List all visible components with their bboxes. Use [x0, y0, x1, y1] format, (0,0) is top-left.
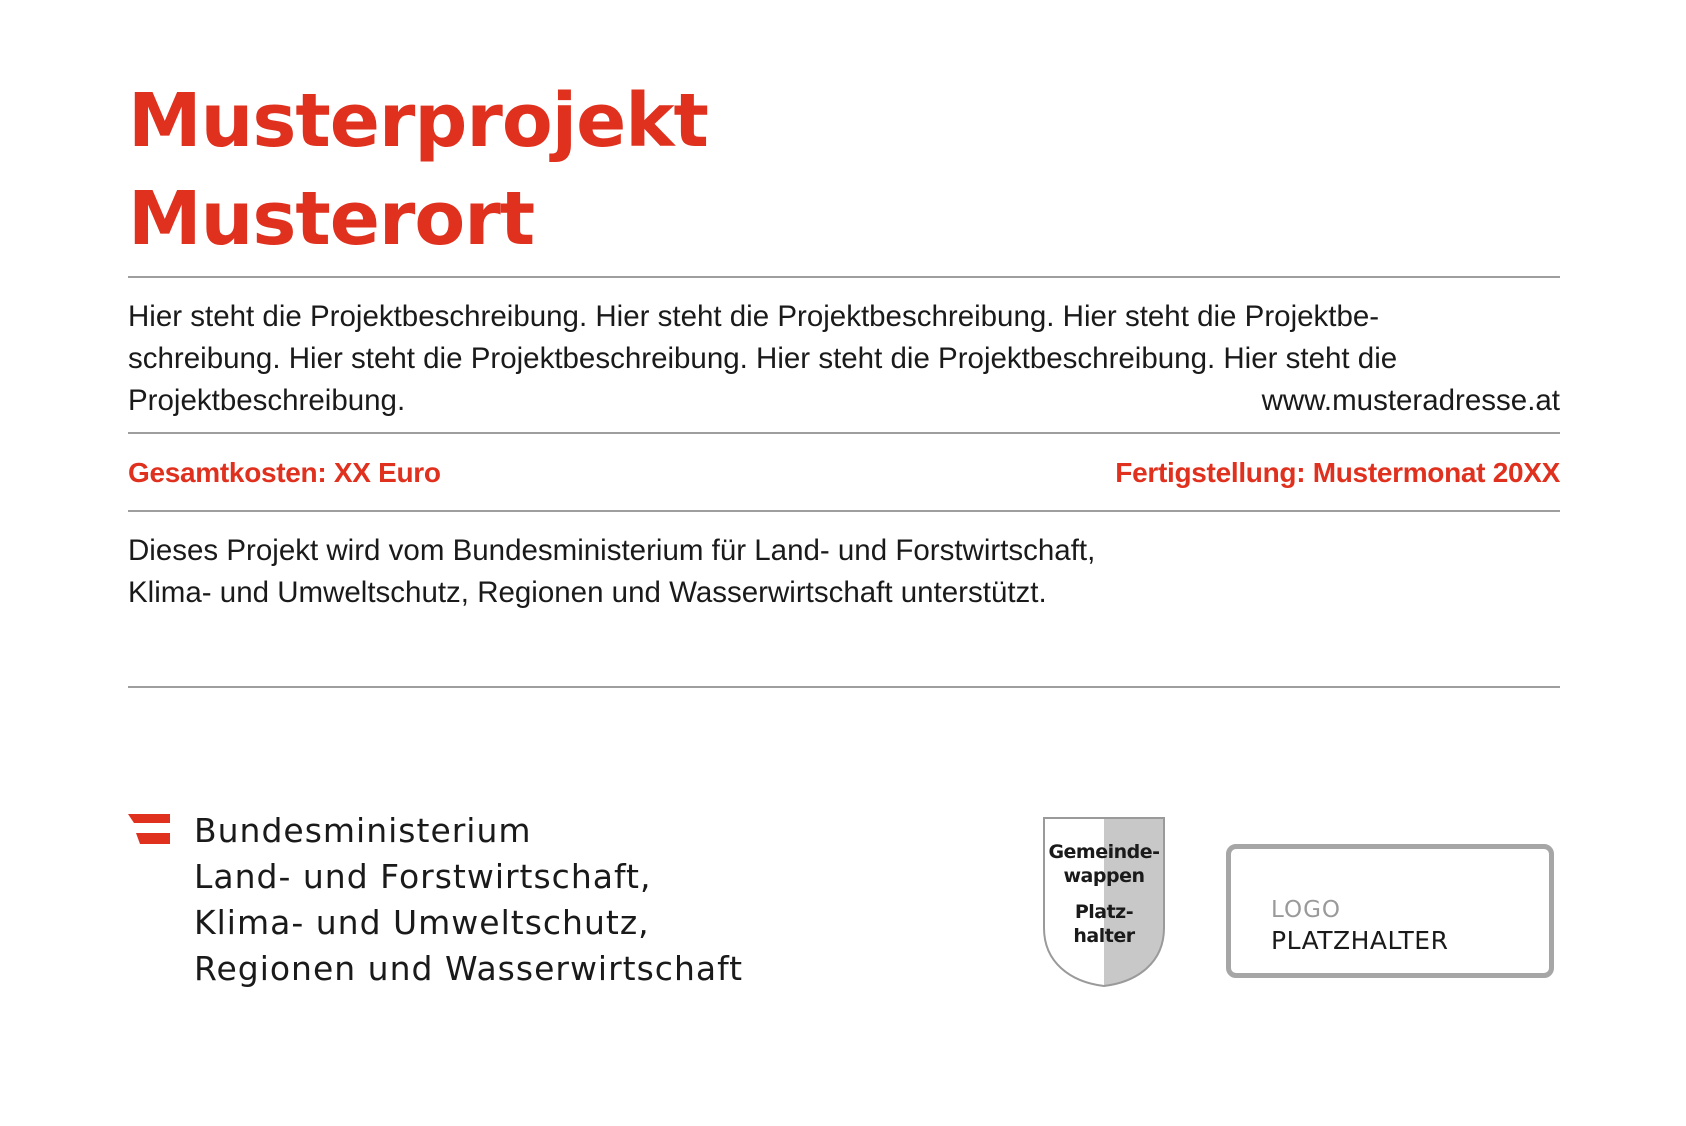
- divider-top: [128, 276, 1560, 278]
- project-title-line-2: Musterort: [128, 176, 535, 262]
- placeholder-label: PLATZHALTER: [1271, 926, 1449, 955]
- coat-of-arms-label-bottom: [1042, 900, 1166, 948]
- coat-of-arms-placeholder: [1042, 816, 1166, 988]
- ministry-line-4: Regionen und Wasserwirtschaft: [194, 949, 744, 988]
- logo-placeholder: [1226, 844, 1554, 978]
- divider-costs: [128, 510, 1560, 512]
- description-line-1: Hier steht die Projektbeschreibung. Hier steht die Projektbeschreibung. Hier steht die Projektbe-: [128, 300, 1380, 333]
- ministry-line-1: Bundesministerium: [194, 811, 532, 850]
- support-line-2: Klima- und Umweltschutz, Regionen und Wasserwirtschaft unterstützt.: [128, 576, 1047, 609]
- project-website-link[interactable]: www.musteradresse.at: [1261, 384, 1560, 417]
- divider-bottom: [128, 686, 1560, 688]
- ministry-line-3: Klima- und Umweltschutz,: [194, 903, 650, 942]
- austria-flag-icon: [128, 814, 170, 844]
- coat-of-arms-line-3: Platz-: [1074, 901, 1134, 923]
- description-line-3: Projektbeschreibung.: [128, 384, 406, 417]
- coat-of-arms-label-top: [1042, 840, 1166, 888]
- total-costs: Gesamtkosten: XX Euro: [128, 457, 441, 488]
- coat-of-arms-line-2: wappen: [1063, 865, 1145, 887]
- logo-label: LOGO: [1271, 897, 1342, 923]
- project-title-line-1: Musterprojekt: [128, 78, 708, 164]
- support-line-1: Dieses Projekt wird vom Bundesministerium für Land- und Forstwirtschaft,: [128, 534, 1096, 567]
- ministry-name: [194, 808, 743, 992]
- completion-date: Fertigstellung: Mustermonat 20XX: [1115, 457, 1560, 488]
- description-line-2: schreibung. Hier steht die Projektbeschreibung. Hier steht die Projektbeschreibung. Hier steht die: [128, 342, 1398, 375]
- support-statement: [128, 530, 1095, 614]
- ministry-line-2: Land- und Forstwirtschaft,: [194, 857, 652, 896]
- project-title: [128, 72, 708, 268]
- coat-of-arms-line-1: Gemeinde-: [1048, 841, 1160, 863]
- divider-description: [128, 432, 1560, 434]
- coat-of-arms-line-4: halter: [1073, 925, 1135, 947]
